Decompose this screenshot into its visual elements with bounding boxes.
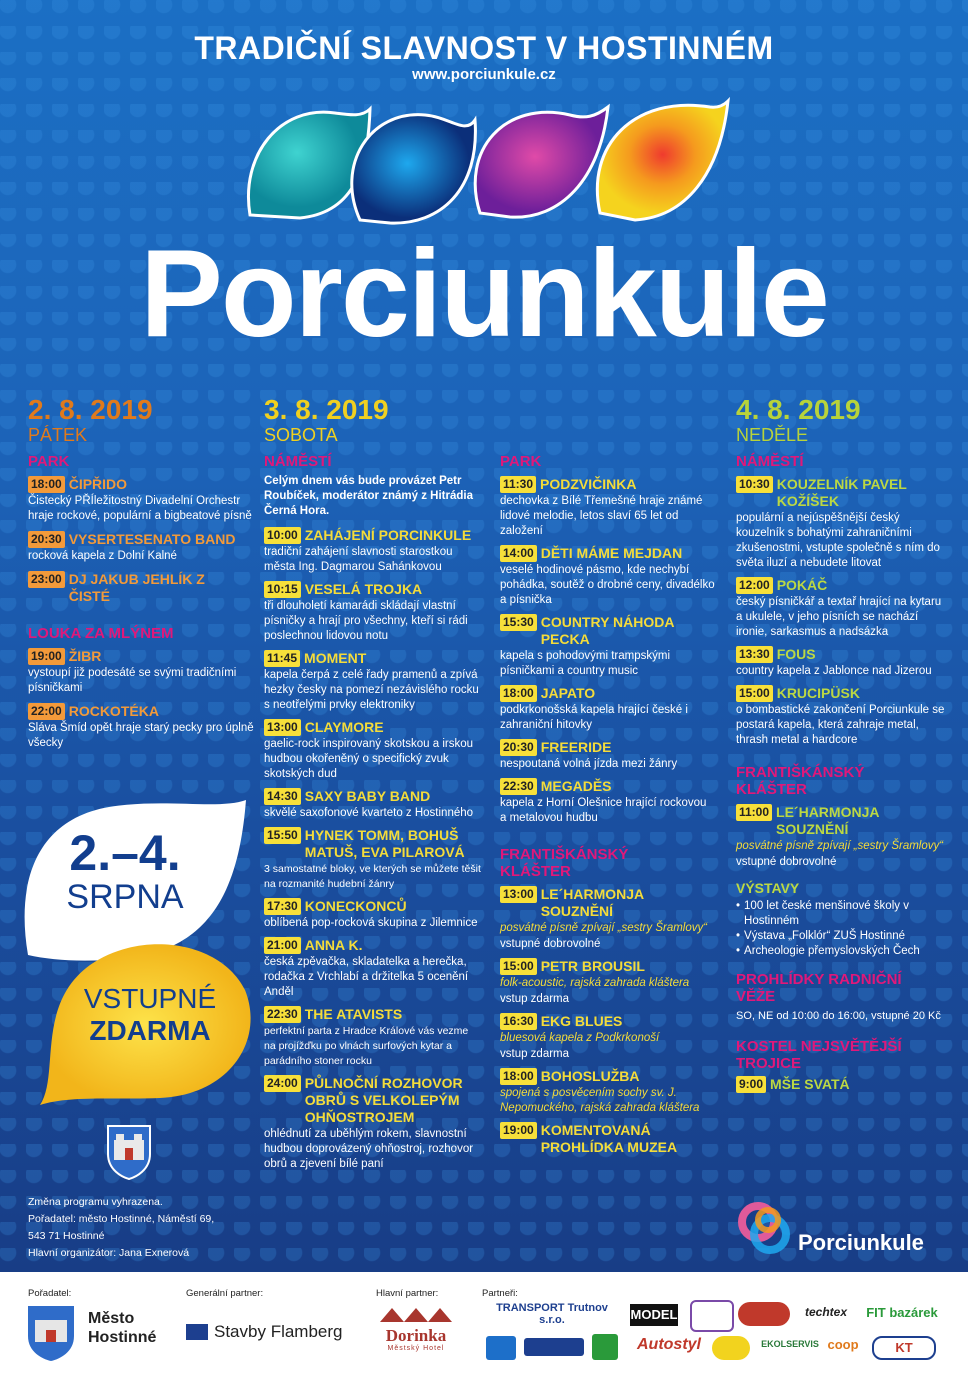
- event-desc: vystoupí již podesáté se svými tradičními písničkami: [28, 667, 237, 694]
- main-partner-label: Hlavní partner:: [376, 1288, 439, 1299]
- event-time: 20:30: [500, 739, 537, 756]
- event-name: PODZVIČINKA: [540, 476, 637, 492]
- event-item: [500, 476, 715, 539]
- event-desc: veselé hodinové pásmo, kde nechybí pohádka, soutěž o drobné ceny, divadélko a písnička: [500, 564, 715, 606]
- coat-of-arms-icon: [106, 1124, 152, 1180]
- event-name: FREERIDE: [540, 739, 612, 755]
- day2-intro: Celým dnem vás bude provázet Petr Roubíček, moderátor známý z Hitrádia Černá Hora.: [264, 475, 473, 517]
- event-note: spojená s posvěcením sochy sv. J. Nepomuckého, rajská zahrada kláštera: [500, 1087, 700, 1114]
- section-title: PARK: [500, 453, 542, 470]
- event-desc: Čistecký PŘÍležitostný Divadelní Orchestr hraje rockové, populární a bigbeatové písně: [28, 495, 252, 522]
- event-desc: country kapela z Jablonce nad Jizerou: [736, 665, 932, 677]
- event-desc: perfektní parta z Hradce Králové vás vezme na projížďku po vlnách surfových kytar a parádního stoner rocku: [264, 1025, 469, 1067]
- event-time: 11:00: [736, 804, 772, 821]
- event-name: BOHOSLUŽBA: [540, 1068, 640, 1084]
- day3-date: 4. 8. 2019: [736, 394, 861, 425]
- exhibitions-list: [736, 899, 946, 959]
- main-partner-logo[interactable]: [376, 1306, 456, 1352]
- event-name: JAPATO: [540, 685, 596, 701]
- event-desc: česká zpěvačka, skladatelka a herečka, rodačka z Vrchlabí a držitelka 5 ocenění Anděl: [264, 956, 469, 998]
- event-name: LE´HARMONJA SOUZNĚNÍ: [540, 886, 644, 919]
- event-time: 13:30: [736, 646, 773, 663]
- brand-logo-text: Porciunkule: [798, 1230, 924, 1255]
- event-item: [28, 703, 254, 751]
- event-item: [264, 719, 482, 782]
- event-desc: o bombastické zakončení Porciunkule se postará kapela, která zahraje metal, thrash metal a hardcore: [736, 704, 945, 746]
- header-url[interactable]: www.porciunkule.cz: [412, 66, 556, 83]
- main-partner-sub: Městský Hotel: [387, 1345, 445, 1352]
- section-title: KOSTEL NEJSVĚTĚJŠÍ TROJICE: [736, 1038, 902, 1072]
- event-item: [28, 531, 254, 564]
- day3-program: [736, 453, 946, 1093]
- event-desc: vstupné dobrovolné: [500, 938, 601, 950]
- event-name: MEGADĚS: [540, 778, 612, 794]
- day2-dayname: SOBOTA: [264, 425, 338, 445]
- event-time: 21:00: [264, 937, 301, 954]
- event-item: [500, 545, 715, 608]
- event-name: HYNEK TOMM, BOHUŠ MATUŠ, EVA PILAROVÁ: [304, 827, 465, 860]
- event-time: 13:00: [500, 886, 537, 903]
- event-note: posvátné písně zpívají „sestry Šramlovy“: [500, 922, 708, 934]
- day2-park-program: [500, 453, 715, 1156]
- event-desc: Sláva Šmíd opět hraje starý pecky pro úplně všecky: [28, 722, 254, 749]
- section-title: FRANTIŠKÁNSKÝ KLÁŠTER: [500, 846, 629, 880]
- event-time: 10:30: [736, 476, 773, 493]
- event-time: 13:00: [264, 719, 301, 736]
- event-item: [264, 1075, 482, 1172]
- event-name: ŽIBR: [68, 648, 102, 664]
- day1-dayname: PÁTEK: [28, 425, 88, 445]
- event-name: ČIPŘIDO: [68, 476, 128, 492]
- event-item: [264, 527, 482, 575]
- event-time: 19:00: [28, 648, 65, 665]
- event-item: [264, 1006, 482, 1069]
- event-time: 10:00: [264, 527, 301, 544]
- partners-label: Partneři:: [482, 1288, 518, 1299]
- event-name: KRUCIPÜSK: [776, 685, 860, 701]
- event-name: PETR BROUSIL: [540, 958, 645, 974]
- general-partner-name: Stavby Flamberg: [214, 1322, 343, 1341]
- section-title: NÁMĚSTÍ: [736, 453, 804, 470]
- event-note: posvátné písně zpívají „sestry Šramlovy“: [736, 840, 944, 852]
- flamberg-icon: [186, 1324, 208, 1340]
- event-desc: 3 samostatné bloky, ve kterých se můžete těšit na rozmanité hudební žánry: [264, 863, 481, 890]
- event-item: [264, 788, 482, 821]
- event-desc: skvělé saxofonové kvarteto z Hostinného: [264, 807, 474, 819]
- event-item: [500, 778, 715, 826]
- event-time: 15:50: [264, 827, 301, 844]
- partner-logo-shape[interactable]: [690, 1300, 734, 1332]
- exhibition-text: Archeologie přemyslovských Čech: [744, 945, 920, 957]
- section-title: FRANTIŠKÁNSKÝ KLÁŠTER: [736, 764, 865, 798]
- event-name: LE´HARMONJA SOUZNĚNÍ: [776, 804, 879, 837]
- event-name: FOUS: [776, 646, 816, 662]
- event-item: [264, 650, 482, 713]
- event-desc: dechovka z Bílé Třemešné hraje známé lidové melodie, letos slaví 65 let od založení: [500, 495, 703, 537]
- event-item: [264, 898, 482, 931]
- event-name: COUNTRY NÁHODA PECKA: [540, 614, 674, 647]
- header-title: TRADIČNÍ SLAVNOST V HOSTINNÉM: [194, 30, 774, 66]
- organizer-label: Pořadatel:: [28, 1288, 72, 1299]
- event-desc: rocková kapela z Dolní Kalné: [28, 550, 177, 562]
- day2-program: [264, 453, 482, 1172]
- exhibition-text: 100 let české menšinové školy v Hostinném: [744, 900, 909, 927]
- event-time: 23:00: [28, 571, 65, 588]
- event-item: [736, 476, 946, 571]
- partner-logo[interactable]: KT: [872, 1336, 936, 1360]
- info-line: Změna programu vyhrazena.: [28, 1196, 163, 1208]
- exhibition-text: Výstava „Folklór“ ZUŠ Hostinné: [744, 930, 906, 942]
- event-desc: tři dlouholetí kamarádi skládají vlastní písničky a hrají pro všechny, kteří si rádi poslechnou lidovou notu: [264, 600, 468, 642]
- event-time: 14:30: [264, 788, 301, 805]
- event-time: 9:00: [736, 1076, 766, 1093]
- organizer-info: [28, 1194, 258, 1262]
- partner-logo[interactable]: Autostyl: [637, 1336, 701, 1353]
- partner-logo-shape[interactable]: [524, 1338, 584, 1356]
- event-time: 18:00: [500, 1068, 537, 1085]
- event-name: EKG BLUES: [540, 1013, 623, 1029]
- event-time: 17:30: [264, 898, 301, 915]
- event-name: ANNA K.: [304, 937, 363, 953]
- event-time: 18:00: [28, 476, 65, 493]
- event-desc: oblíbená pop-rocková skupina z Jilemnice: [264, 917, 478, 929]
- event-item: [28, 476, 254, 524]
- event-desc: kapela z Horní Olešnice hrající rockovou a metalovou hudbu: [500, 797, 707, 824]
- event-time: 11:30: [500, 476, 536, 493]
- event-desc: vstup zdarma: [500, 993, 570, 1005]
- event-time: 15:30: [500, 614, 537, 631]
- dorinka-roofs-icon: [378, 1306, 454, 1322]
- event-item: [500, 739, 715, 772]
- day1-program: [28, 453, 254, 751]
- event-item: [264, 581, 482, 644]
- event-desc: český písničkář a textař hrající na kytaru a ukulele, v jeho písních se nachází ironie, sarkasmus a nadsázka: [736, 596, 942, 638]
- event-name: KOMENTOVANÁ PROHLÍDKA MUZEA: [540, 1122, 678, 1155]
- event-name: THE ATAVISTS: [304, 1006, 403, 1022]
- event-item: [736, 804, 946, 870]
- partner-logo-shape[interactable]: [712, 1336, 750, 1360]
- partner-logo-shape[interactable]: [486, 1336, 516, 1360]
- tours-desc: SO, NE od 10:00 do 16:00, vstupné 20 Kč: [736, 1010, 941, 1022]
- general-partner-logo[interactable]: [186, 1322, 343, 1342]
- event-item: [500, 614, 715, 679]
- day2-date: 3. 8. 2019: [264, 394, 389, 425]
- event-item: [500, 1013, 715, 1062]
- event-item: [736, 685, 946, 748]
- event-item: [500, 886, 715, 952]
- event-item: [500, 685, 715, 733]
- event-item: [264, 937, 482, 1000]
- porciunkule-logo-icon: [736, 1200, 794, 1258]
- event-desc: vstupné dobrovolné: [736, 856, 837, 868]
- event-desc: kapela s pohodovými trampskými písničkami a country music: [500, 650, 671, 677]
- partner-logo[interactable]: EKOLSERVIS: [761, 1339, 819, 1349]
- event-desc: tradiční zahájení slavnosti starostkou města Ing. Dagmarou Sahánkovou: [264, 546, 453, 573]
- partner-logo[interactable]: techtex: [804, 1305, 848, 1319]
- event-item: [736, 646, 946, 679]
- event-note: folk-acoustic, rajská zahrada kláštera: [500, 977, 690, 989]
- event-time: 24:00: [264, 1075, 301, 1092]
- event-name: DĚTI MÁME MEJDAN: [540, 545, 683, 561]
- partner-logo[interactable]: FIT bazárek: [866, 1305, 938, 1320]
- section-title: LOUKA ZA MLÝNEM: [28, 625, 174, 642]
- exhibition-item: • Výstava „Folklór“ ZUŠ Hostinné: [736, 930, 906, 942]
- event-desc: ohlédnutí za uběhlým rokem, slavnostní hudbou doprovázený ohňostroj, rozhovor obrů a zjevení bílé paní: [264, 1128, 474, 1170]
- event-name: VYSERTESENATO BAND: [68, 531, 236, 547]
- footer: [0, 1272, 968, 1377]
- exhibitions-title: VÝSTAVY: [736, 880, 800, 896]
- section-title: PARK: [28, 453, 70, 470]
- info-line: 543 71 Hostinné: [28, 1230, 105, 1242]
- event-item: [28, 571, 208, 605]
- partner-logo[interactable]: TRANSPORT Trutnov s.r.o.: [496, 1302, 608, 1327]
- event-item: [264, 827, 482, 892]
- event-name: MOMENT: [304, 650, 367, 666]
- event-item: [500, 1122, 715, 1156]
- info-line: Pořadatel: město Hostinné, Náměstí 69,: [28, 1213, 215, 1225]
- event-time: 22:30: [264, 1006, 301, 1023]
- day3-dayname: NEDĚLE: [736, 425, 809, 445]
- event-item: [28, 648, 254, 696]
- exhibition-item: • Archeologie přemyslovských Čech: [736, 945, 920, 957]
- event-time: 10:15: [264, 581, 301, 598]
- event-name: ROCKOTÉKA: [68, 703, 159, 719]
- partner-logo[interactable]: MODEL: [630, 1304, 678, 1326]
- partner-logo-shape[interactable]: [738, 1302, 790, 1326]
- event-name: SAXY BABY BAND: [304, 788, 431, 804]
- event-name: MŠE SVATÁ: [770, 1076, 850, 1092]
- event-time: 15:00: [736, 685, 773, 702]
- main-partner-name: Dorinka: [385, 1326, 447, 1345]
- event-time: 22:30: [500, 778, 537, 795]
- event-time: 15:00: [500, 958, 537, 975]
- partner-logo-shape[interactable]: [592, 1334, 618, 1360]
- general-partner-label: Generální partner:: [186, 1288, 264, 1299]
- event-desc: gaelic-rock inspirovaný skotskou a irskou hudbou okořeněný o specifický zvuk skotských dud: [264, 738, 474, 780]
- organizer-name: [88, 1309, 156, 1347]
- event-item: [500, 958, 715, 1007]
- event-item: [736, 577, 946, 640]
- event-item: [500, 1068, 715, 1116]
- event-title: Porciunkule: [140, 225, 828, 363]
- partner-logo[interactable]: coop: [827, 1337, 859, 1352]
- dates-line1: 2.–4.: [69, 825, 181, 881]
- free-line2: ZDARMA: [89, 1015, 211, 1046]
- event-name: KOUZELNÍK PAVEL KOŽÍŠEK: [776, 476, 907, 509]
- organizer-name-line: Město: [88, 1310, 135, 1327]
- event-item: [736, 1076, 946, 1093]
- dates-line2: SRPNA: [66, 878, 184, 916]
- event-name: PŮLNOČNÍ ROZHOVOR OBRŮ S VELKOLEPÝM OHŇOSTROJEM: [304, 1075, 463, 1125]
- event-name: ZAHÁJENÍ PORCINKULE: [304, 527, 472, 543]
- event-desc: vstup zdarma: [500, 1048, 570, 1060]
- event-time: 14:00: [500, 545, 537, 562]
- event-time: 20:30: [28, 531, 65, 548]
- event-note: bluesová kapela z Podkrkonoší: [500, 1032, 660, 1044]
- event-desc: populární a nejúspěšnější český kouzelník s bohatými zahraničními zkušenostmi, vstupte společně s ním do světa iluzí a nebudete litovat: [736, 512, 940, 569]
- event-time: 18:00: [500, 685, 537, 702]
- event-name: POKÁČ: [776, 577, 828, 593]
- event-time: 22:00: [28, 703, 65, 720]
- event-desc: nespoutaná volná jízda mezi žánry: [500, 758, 678, 770]
- hostinne-coat-of-arms-icon: [26, 1304, 76, 1362]
- event-name: CLAYMORE: [304, 719, 384, 735]
- event-time: 12:00: [736, 577, 773, 594]
- leaf-blobs-graphic: [240, 95, 730, 230]
- event-name: KONECKONCŮ: [304, 898, 407, 914]
- event-time: 16:30: [500, 1013, 537, 1030]
- event-name: VESELÁ TROJKA: [304, 581, 423, 597]
- event-time: 19:00: [500, 1122, 537, 1139]
- section-title: NÁMĚSTÍ: [264, 453, 332, 470]
- free-line1: VSTUPNÉ: [83, 983, 217, 1014]
- info-line: Hlavní organizátor: Jana Exnerová: [28, 1247, 190, 1259]
- event-desc: podkrkonošská kapela hrající české i zahraniční hitovky: [500, 704, 688, 731]
- event-time: 11:45: [264, 650, 300, 667]
- organizer-name-line: Hostinné: [88, 1329, 157, 1346]
- event-name: DJ JAKUB JEHLÍK Z ČISTÉ: [68, 571, 205, 604]
- section-title: PROHLÍDKY RADNIČNÍ VĚŽE: [736, 971, 902, 1005]
- event-desc: kapela čerpá z celé řady pramenů a zpívá hezky česky na pomezí nezávislého rocku s neotřelými prvky elektroniky: [264, 669, 479, 711]
- exhibition-item: • 100 let české menšinové školy v Hostinném: [736, 899, 946, 929]
- day1-date: 2. 8. 2019: [28, 394, 153, 425]
